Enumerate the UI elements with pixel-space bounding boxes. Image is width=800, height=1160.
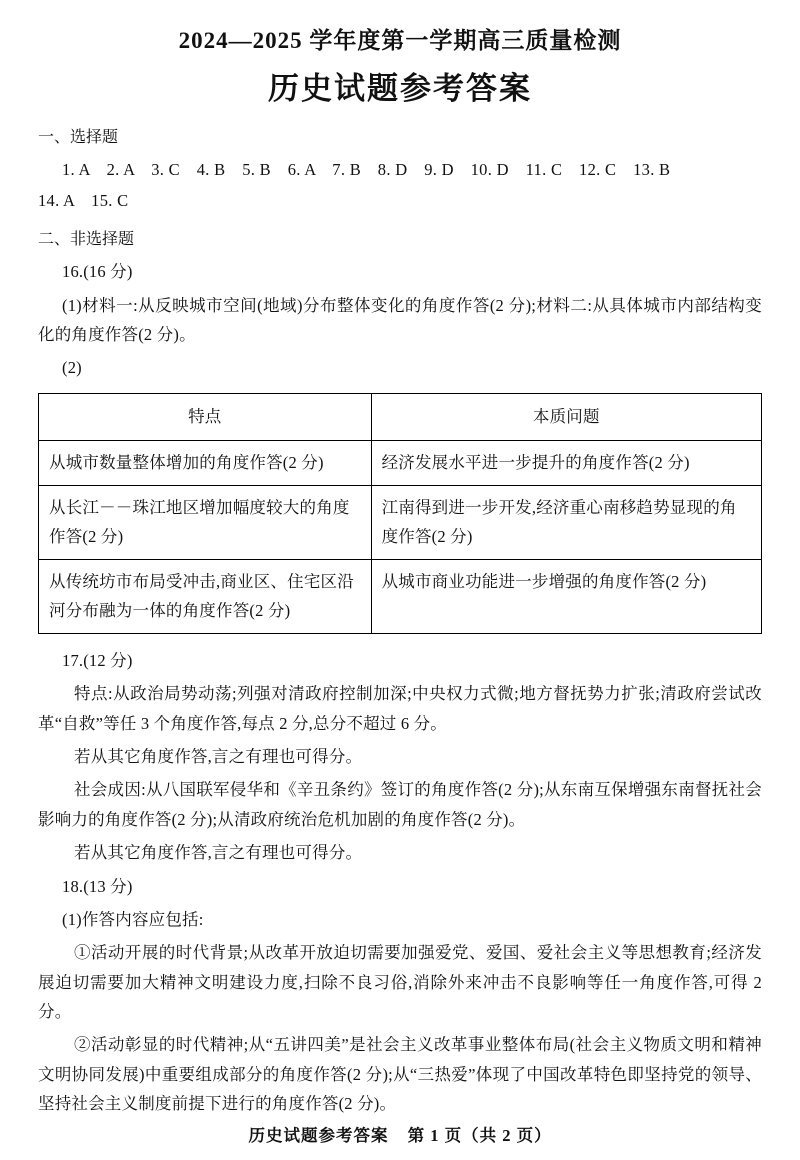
table-cell: 从长江－－珠江地区增加幅度较大的角度作答(2 分) [39,486,372,560]
table-header-cell: 特点 [39,393,372,440]
question-16-number: 16.(16 分) [62,262,133,282]
section-heading-non-choice: 二、非选择题 [38,231,135,249]
footer-page-number: 第 1 页（共 2 页） [407,1126,552,1145]
question-16-part1: (1)材料一:从反映城市空间(地域)分布整体变化的角度作答(2 分);材料二:从具体城市内部结构变化的角度作答(2 分)。 [38,295,762,345]
question-18-number: 18.(13 分) [62,876,133,896]
table-row [39,486,762,560]
choice-answers-line-2: 14. A 15. C [38,190,129,210]
question-17-part2: 若从其它角度作答,言之有理也可得分。 [74,747,363,767]
table-cell: 经济发展水平进一步提升的角度作答(2 分) [371,441,761,486]
choice-answers-line-1: 1. A 2. A 3. C 4. B 5. B 6. A 7. B 8. D 9. D 10. D 11. C 12. C 13. B [62,160,671,180]
question-17-part4: 若从其它角度作答,言之有理也可得分。 [74,843,363,863]
question-16-table [38,393,762,634]
question-18-part2: ①活动开展的时代背景;从改革开放迫切需要加强爱党、爱国、爱社会主义等思想教育;经济发展迫切需要加大精神文明建设力度,扫除不良习俗,消除外来冲击不良影响等任一角度作答,可得 2 分。 [38,943,762,1021]
section-heading-choice: 一、选择题 [38,128,119,146]
page-footer [0,1122,800,1146]
table-cell: 江南得到进一步开发,经济重心南移趋势显现的角度作答(2 分) [371,486,761,560]
table-cell: 从城市商业功能进一步增强的角度作答(2 分) [371,560,761,634]
table-cell: 从城市数量整体增加的角度作答(2 分) [39,441,372,486]
footer-label: 历史试题参考答案 [248,1126,389,1145]
table-header-cell: 本质问题 [371,393,761,440]
page-title: 2024—2025 学年度第一学期高三质量检测 [178,28,622,53]
question-18-part3: ②活动彰显的时代精神;从“五讲四美”是社会主义改革事业整体布局(社会主义物质文明和精神文明协同发展)中重要组成部分的角度作答(2 分);从“三热爱”体现了中国改革特色即坚持党的领导、坚持社会主义制度前提下进行的角度作答(2 分)。 [38,1035,762,1114]
question-17-number: 17.(12 分) [62,650,133,670]
table-header-row [39,393,762,440]
question-16-part2: (2) [62,358,82,378]
table-row [39,441,762,486]
question-17-part1: 特点:从政治局势动荡;列强对清政府控制加深;中央权力式微;地方督抚势力扩张;清政府尝试改革“自救”等任 3 个角度作答,每点 2 分,总分不超过 6 分。 [38,684,762,733]
page-subtitle: 历史试题参考答案 [268,70,532,106]
table-row [39,560,762,634]
question-18-part1: (1)作答内容应包括: [62,909,204,929]
question-17-part3: 社会成因:从八国联军侵华和《辛丑条约》签订的角度作答(2 分);从东南互保增强东南督抚社会影响力的角度作答(2 分);从清政府统治危机加剧的角度作答(2 分)。 [38,780,762,829]
table-cell: 从传统坊市布局受冲击,商业区、住宅区沿河分布融为一体的角度作答(2 分) [39,560,372,634]
